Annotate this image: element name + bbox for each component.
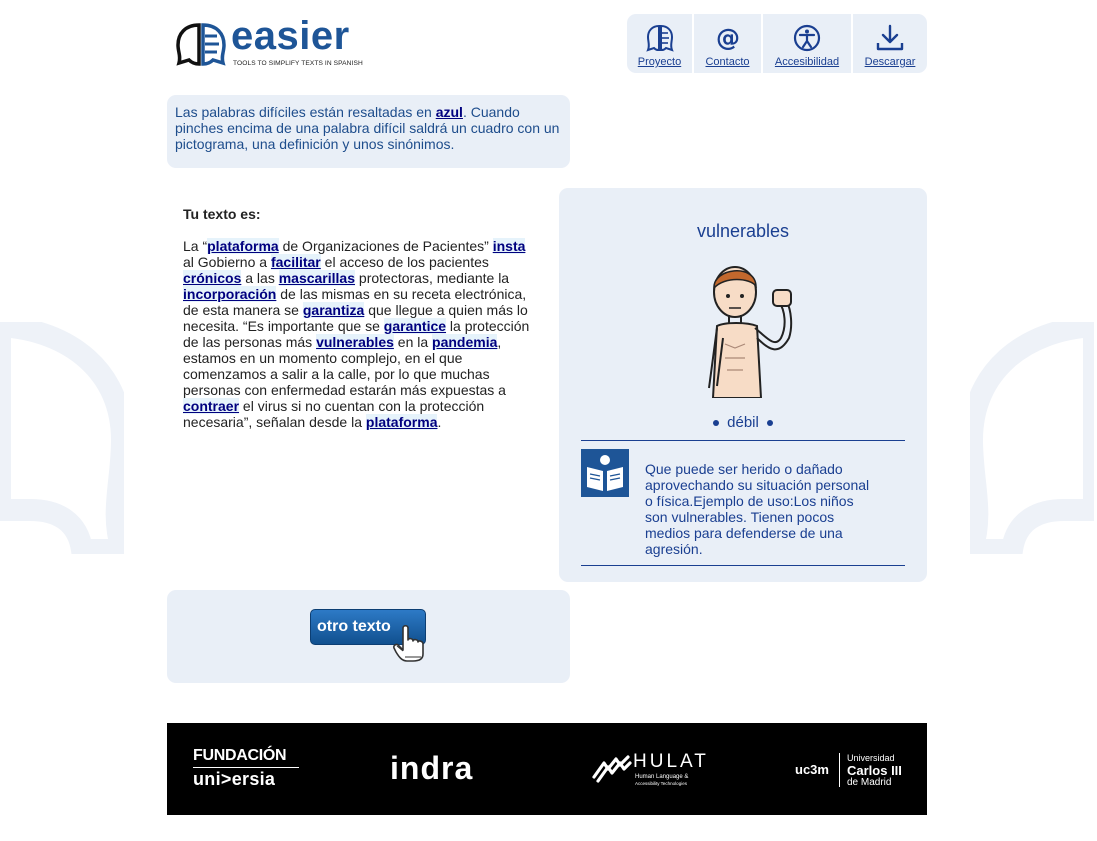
text-segment: de Organizaciones de Pacientes”	[278, 238, 493, 254]
background-logo-mark-right	[970, 322, 1094, 554]
text-segment: que llegue a quien más lo necesita. “Es importante que se	[183, 302, 528, 334]
difficult-word[interactable]: insta	[492, 238, 526, 254]
nav-contacto[interactable]	[694, 14, 763, 73]
hulat-logo[interactable]	[592, 753, 712, 787]
instructions-text: Las palabras difíciles están resaltadas en	[175, 104, 436, 120]
instructions-text: . Cuando pinches encima de una palabra difícil saldrá un cuadro con un pictograma, una definición y unos sinónimos.	[175, 104, 560, 152]
instructions-box	[167, 95, 570, 168]
button-panel	[167, 590, 570, 683]
text-segment: el virus si no cuentan con la protección necesaria”, señalan desde la	[183, 398, 485, 430]
hulat-mark-icon	[592, 755, 632, 783]
definition-panel	[559, 188, 927, 582]
nav-label: Contacto	[705, 56, 750, 68]
nav-descargar[interactable]	[853, 14, 927, 73]
difficult-word[interactable]: facilitar	[270, 254, 321, 270]
difficult-word[interactable]: garantice	[383, 318, 447, 334]
difficult-word[interactable]: incorporación	[183, 286, 277, 302]
nav-proyecto[interactable]	[627, 14, 694, 73]
text-segment: la protección de las personas más	[183, 318, 530, 350]
instructions-highlight: azul	[435, 104, 463, 120]
text-segment: , estamos en un momento complejo, en el que comenzamos a salir a la calle, por lo que muchas personas con enfermedad estarán más expuestas a	[183, 334, 506, 398]
uc3m-line: de Madrid	[847, 777, 892, 788]
uc3m-code: uc3m	[795, 762, 829, 777]
sponsors-footer	[167, 723, 927, 815]
text-panel	[167, 188, 552, 468]
hulat-subtitle: Accessibility Technologies	[635, 781, 687, 786]
text-segment: .	[437, 414, 442, 430]
text-title: Tu texto es:	[183, 206, 261, 222]
easy-read-book-icon	[581, 449, 629, 497]
definition-text: Que puede ser herido o dañado aprovechando su situación personal o física.Ejemplo de uso:Los niños son vulnerables. Tienen pocos medios para defenderse de una agresión.	[645, 461, 870, 557]
divider	[581, 565, 905, 566]
hulat-subtitle: Human Language &	[635, 774, 689, 780]
difficult-word[interactable]: mascarillas	[278, 270, 356, 286]
header	[167, 14, 927, 74]
indra-logo[interactable]: indra	[390, 750, 474, 786]
difficult-word[interactable]: pandemia	[432, 334, 498, 350]
divider	[581, 440, 905, 441]
other-text-button[interactable]: otro texto	[310, 609, 426, 645]
logo-wordmark: easier	[231, 14, 350, 58]
nav-label: Accesibilidad	[774, 56, 840, 68]
background-logo-mark-left	[0, 322, 124, 554]
text-segment: a las	[241, 270, 279, 286]
top-navigation	[627, 14, 927, 73]
difficult-word[interactable]: contraer	[183, 398, 240, 414]
bullet-dot	[713, 420, 719, 426]
difficult-word[interactable]: garantiza	[302, 302, 365, 318]
download-icon	[875, 23, 905, 53]
text-segment: de las mismas en su receta electrónica, de esta manera se	[183, 286, 527, 318]
fundacion-universia-logo[interactable]	[193, 747, 299, 790]
uc3m-line: Carlos III	[847, 763, 902, 778]
definition-word: vulnerables	[696, 221, 790, 241]
svg-text:@: @	[715, 24, 740, 52]
uc3m-divider	[839, 753, 840, 787]
uc3m-logo[interactable]	[795, 753, 915, 789]
nav-accesibilidad[interactable]	[763, 14, 853, 73]
simplified-text	[183, 238, 536, 430]
text-segment: en la	[393, 334, 433, 350]
difficult-word-selected[interactable]: vulnerables	[316, 334, 394, 350]
logo-tagline: TOOLS TO SIMPLIFY TEXTS IN SPANISH	[233, 60, 363, 67]
difficult-word[interactable]: crónicos	[183, 270, 242, 286]
text-segment: La “	[183, 238, 208, 254]
text-segment: protectoras, mediante la	[355, 270, 510, 286]
hulat-name: HULAT	[633, 751, 709, 772]
difficult-word[interactable]: plataforma	[207, 238, 279, 254]
pointer-hand-icon	[393, 624, 425, 662]
synonym: débil	[727, 414, 759, 431]
weak-person-pictogram	[695, 258, 795, 398]
text-segment: el acceso de los pacientes	[320, 254, 489, 270]
book-speech-icon	[645, 23, 675, 53]
synonyms-list	[559, 414, 927, 431]
accessibility-icon	[792, 23, 822, 53]
text-segment: al Gobierno a	[183, 254, 271, 270]
fundacion-line2: uni>ersia	[193, 769, 276, 789]
fundacion-line1: FUNDACIÓN	[193, 747, 299, 768]
uc3m-line: Universidad	[847, 753, 895, 763]
difficult-word[interactable]: plataforma	[365, 414, 438, 430]
nav-label: Descargar	[864, 56, 916, 68]
at-sign-icon	[713, 23, 743, 53]
logo-heads-icon	[175, 22, 227, 68]
easier-logo[interactable]	[175, 14, 385, 72]
bullet-dot	[767, 420, 773, 426]
nav-label: Proyecto	[637, 56, 682, 68]
